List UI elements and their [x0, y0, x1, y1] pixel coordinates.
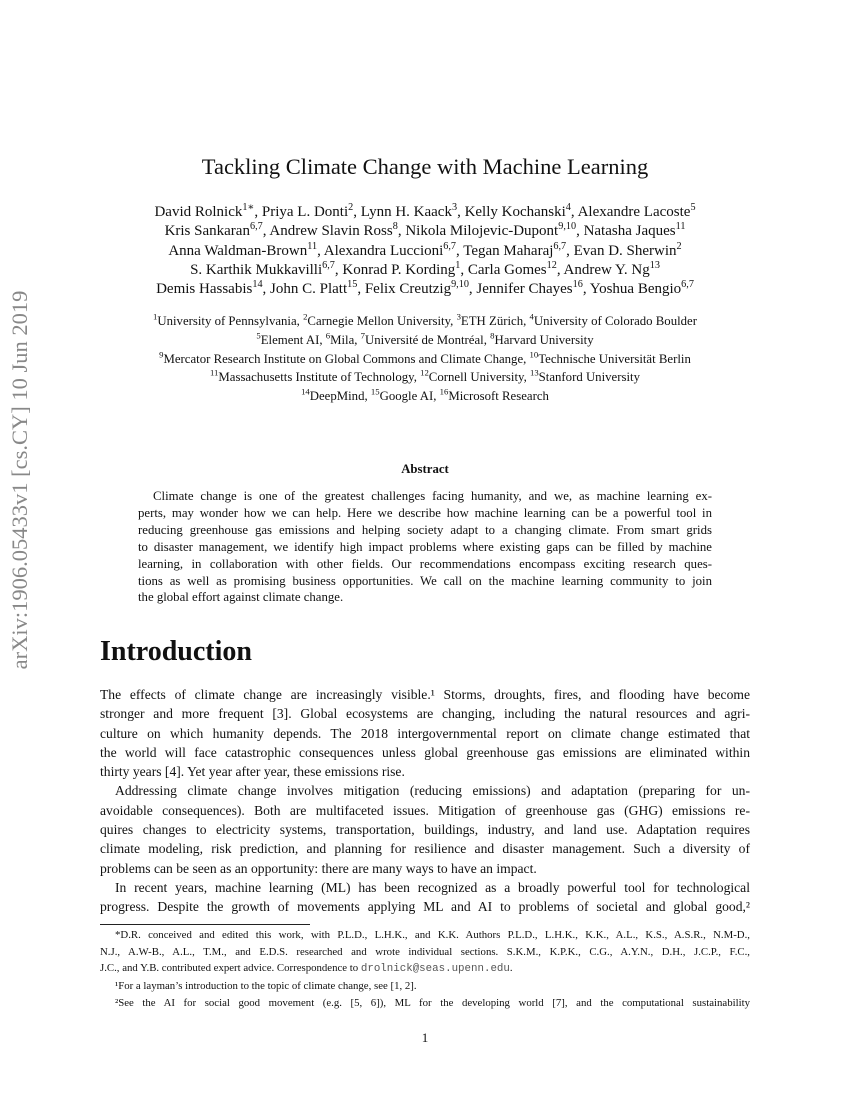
author-name: Carla Gomes: [467, 261, 547, 278]
author-name: Kris Sankaran: [164, 223, 250, 240]
author-list: [0, 203, 850, 299]
author-name: Nikola Milojevic-Dupont: [405, 223, 559, 240]
paragraph-line: In recent years, machine learning (ML) has been recognized as a broadly powerful tool for technological: [115, 879, 750, 895]
author-affiliation-mark: 5: [690, 202, 696, 213]
author-affiliation-mark: 2: [348, 202, 354, 213]
affiliation-line: $^{14}$DeepMind, $^{15}$Google AI, $^{16}$Microsoft Research: [301, 386, 549, 404]
author-name: Evan D. Sherwin: [573, 242, 677, 259]
author-name: Felix Creutzig: [364, 281, 452, 298]
author-affiliation-mark: 9,10: [558, 221, 577, 233]
abstract-line: learning, in collaboration with other fields. Our recommendations encompass exciting research ques-: [138, 556, 712, 571]
affiliation-name: Microsoft Research: [448, 389, 549, 404]
abstract-heading: Abstract: [401, 462, 449, 476]
paper-title: Tackling Climate Change with Machine Learning: [201, 154, 649, 179]
author-name: Natasha Jaques: [583, 223, 676, 240]
author-line: S. Karthik Mukkavilli$^{6,7}$, Konrad P. Kording$^1$, Carla Gomes$^{12}$, Andrew Y. Ng$^{13}$: [190, 259, 660, 278]
author-line: David Rolnick$^{1∗}$, Priya L. Donti$^2$, Lynn H. Kaack$^3$, Kelly Kochanski$^4$, Alexandre Lacoste$^5$: [154, 202, 696, 220]
author-name: Jennifer Chayes: [476, 281, 573, 298]
affiliation-name: Mercator Research Institute on Global Commons and Climate Change: [163, 351, 524, 366]
affiliation-line: $^5$Element AI, $^6$Mila, $^7$Université de Montréal, $^8$Harvard University: [256, 330, 594, 347]
author-affiliation-mark: 13: [649, 259, 660, 271]
footnote-text: .: [509, 962, 513, 975]
author-affiliation-mark: 6,7: [681, 279, 694, 291]
affiliation-name: University of Colorado Boulder: [533, 314, 697, 328]
footnote-star-line: N.J., A.W-B., A.L., T.M., and E.D.S. researched and wrote individual sections. S.K.M., K.P.K., C.G., A.Y.N., D.H., J.C.P., F.C.,: [100, 945, 750, 958]
paragraph-line: progress. Despite the growth of movements applying ML and AI to problems of societal and global good,²: [100, 899, 750, 915]
affiliation-number: 2: [303, 311, 308, 322]
author-affiliation-mark: 4: [565, 202, 571, 213]
author-name: Demis Hassabis: [156, 281, 253, 298]
author-name: Konrad P. Kording: [342, 261, 456, 278]
affiliation-name: DeepMind: [309, 389, 365, 404]
abstract-line: tions as well as promising business opportunities. We call on the machine learning community to join: [138, 573, 712, 588]
author-name: Alexandra Luccioni: [323, 242, 444, 259]
affiliation-number: 10: [529, 349, 539, 360]
affiliation-number: 13: [529, 368, 539, 379]
affiliation-number: 3: [456, 311, 461, 322]
paragraph-line: thirty years [4]. Yet year after year, these emissions rise.: [100, 764, 405, 780]
paragraph-line: the world will face catastrophic consequences unless global greenhouse gas emissions are eliminated within: [100, 744, 750, 760]
paragraph-line: quires changes to electricity systems, transportation, buildings, industry, and land use. Adaptation requires: [100, 822, 750, 838]
abstract-line: Climate change is one of the greatest challenges facing humanity, and we, as machine learning ex-: [153, 489, 712, 503]
footnotes: [100, 927, 750, 1012]
footnote-2: ²See the AI for social good movement (e.g. [5, 6]), ML for the developing world [7], and the computational sustainability: [115, 996, 750, 1009]
paragraph-line: culture on which humanity depends. The 2018 intergovernmental report on climate change estimated that: [100, 725, 750, 741]
affiliation-line: $^9$Mercator Research Institute on Global Commons and Climate Change, $^{10}$Technische Universität Berlin: [159, 349, 691, 366]
author-affiliation-mark: 11: [307, 240, 318, 252]
author-affiliation-mark: 2: [676, 240, 682, 252]
affiliation-number: 8: [490, 330, 495, 341]
author-line: Anna Waldman-Brown$^{11}$, Alexandra Luccioni$^{6,7}$, Tegan Maharaj$^{6,7}$, Evan D. Sherwin$^2$: [168, 240, 682, 259]
author-name: John C. Platt: [270, 281, 348, 298]
author-name: Andrew Slavin Ross: [269, 223, 393, 240]
affiliation-name: Element AI: [260, 332, 320, 347]
affiliation-number: 14: [301, 386, 310, 397]
section-heading-introduction: Introduction: [100, 636, 252, 667]
affiliation-name: Carnegie Mellon University: [307, 314, 451, 328]
affiliation-name: Google AI: [379, 389, 434, 404]
author-affiliation-mark: 6,7: [322, 259, 335, 271]
author-line: Kris Sankaran$^{6,7}$, Andrew Slavin Ross$^8$, Nikola Milojevic-Dupont$^{9,10}$, Natasha Jaques$^{11}$: [164, 221, 686, 240]
author-affiliation-mark: 16: [572, 279, 583, 291]
introduction-body: [100, 685, 750, 917]
affiliation-number: 9: [159, 349, 164, 360]
author-affiliation-mark: 6,7: [443, 240, 457, 252]
abstract-text: [138, 488, 712, 606]
footnote-star-line: [100, 960, 750, 978]
affiliation-number: 7: [360, 330, 366, 341]
affiliation-name: Mila: [330, 332, 355, 347]
author-affiliation-mark: 1∗: [242, 202, 255, 213]
author-affiliation-mark: 6,7: [249, 221, 263, 233]
affiliation-name: Université de Montréal: [365, 332, 484, 347]
author-name: Kelly Kochanski: [464, 204, 566, 220]
footnote-divider: [100, 924, 310, 925]
affiliation-number: 11: [210, 368, 219, 379]
abstract-line: to disaster management, we identify high impact problems where existing gaps can be filled by machine: [138, 539, 712, 554]
page-number: 1: [421, 1030, 429, 1045]
abstract-line: perts, may wonder how we can help. Here we describe how machine learning can be a powerful tool in: [138, 505, 712, 520]
paragraph-line: The effects of climate change are increasingly visible.¹ Storms, droughts, fires, and flooding have become: [100, 687, 750, 702]
author-name: Priya L. Donti: [261, 204, 349, 220]
author-name: S. Karthik Mukkavilli: [190, 261, 323, 278]
author-affiliation-mark: 12: [546, 259, 557, 271]
paragraph-line: problems can be seen as an opportunity: there are many ways to have an impact.: [100, 860, 537, 876]
author-name: Andrew Y. Ng: [563, 261, 650, 278]
correspondence-email[interactable]: drolnick@seas.upenn.edu: [360, 963, 510, 976]
affiliation-number: 15: [370, 386, 380, 397]
author-name: David Rolnick: [154, 204, 243, 220]
affiliation-number: 12: [420, 368, 429, 379]
author-affiliation-mark: 11: [675, 221, 686, 233]
author-name: Anna Waldman-Brown: [168, 242, 308, 259]
author-affiliation-mark: 9,10: [451, 279, 469, 291]
affiliation-name: Massachusetts Institute of Technology: [218, 370, 414, 385]
affiliation-number: 4: [529, 311, 534, 322]
footnote-star-line: *D.R. conceived and edited this work, with P.L.D., L.H.K., and K.K. Authors P.L.D., L.H.K., K.K., A.L., K.S., A.S.R., N.M-D.,: [115, 929, 750, 941]
affiliation-name: Stanford University: [538, 370, 640, 385]
affiliation-number: 1: [153, 311, 158, 322]
paragraph-line: climate modeling, risk prediction, and planning for resilience and disaster management. Such a diversity of: [100, 841, 750, 857]
affiliation-number: 6: [325, 330, 331, 341]
affiliation-list: [0, 312, 850, 406]
affiliation-line: $^{11}$Massachusetts Institute of Technology, $^{12}$Cornell University, $^{13}$Stanford University: [210, 368, 640, 385]
author-name: Alexandre Lacoste: [577, 204, 691, 220]
author-line: Demis Hassabis$^{14}$, John C. Platt$^{15}$, Felix Creutzig$^{9,10}$, Jennifer Chayes$^{16}$, Yoshua Bengio$^{6,7}$: [156, 279, 694, 298]
affiliation-name: Technische Universität Berlin: [538, 351, 691, 366]
affiliation-number: 16: [439, 386, 449, 397]
footnote-1: ¹For a layman’s introduction to the topic of climate change, see [1, 2].: [115, 980, 417, 993]
footnote-text: J.C., and Y.B. contributed expert advice. Correspondence to: [100, 962, 361, 975]
author-affiliation-mark: 3: [451, 202, 458, 213]
abstract-line: the global effort against climate change.: [138, 590, 344, 605]
author-affiliation-mark: 1: [455, 259, 461, 271]
paragraph-line: stronger and more frequent [3]. Global ecosystems are changing, including the natural resources and agri-: [100, 706, 750, 722]
abstract-line: reducing greenhouse gas emissions and helping society adapt to a changing climate. From smart grids: [138, 522, 712, 537]
paragraph-line: Addressing climate change involves mitigation (reducing emissions) and adaptation (preparing for un-: [115, 783, 750, 799]
author-name: Yoshua Bengio: [589, 281, 682, 298]
author-affiliation-mark: 15: [347, 279, 358, 291]
author-affiliation-mark: 6,7: [553, 240, 567, 252]
arxiv-identifier: arXiv:1906.05433v1 [cs.CY] 10 Jun 2019: [7, 290, 32, 670]
affiliation-number: 5: [256, 330, 261, 341]
author-name: Lynn H. Kaack: [360, 204, 452, 220]
author-affiliation-mark: 8: [392, 221, 398, 233]
affiliation-name: University of Pennsylvania: [157, 314, 297, 328]
paragraph-line: avoidable consequences). Both are multifaceted issues. Mitigation of greenhouse gas (GHG) emissions re-: [100, 802, 750, 818]
affiliation-name: Cornell University: [428, 370, 524, 385]
affiliation-line: $^1$University of Pennsylvania, $^2$Carnegie Mellon University, $^3$ETH Zürich, $^4$University of Colorado Boulder: [153, 311, 697, 328]
affiliation-name: ETH Zürich: [460, 314, 524, 328]
author-name: Tegan Maharaj: [463, 242, 554, 259]
author-affiliation-mark: 14: [252, 279, 263, 291]
affiliation-name: Harvard University: [494, 332, 594, 347]
